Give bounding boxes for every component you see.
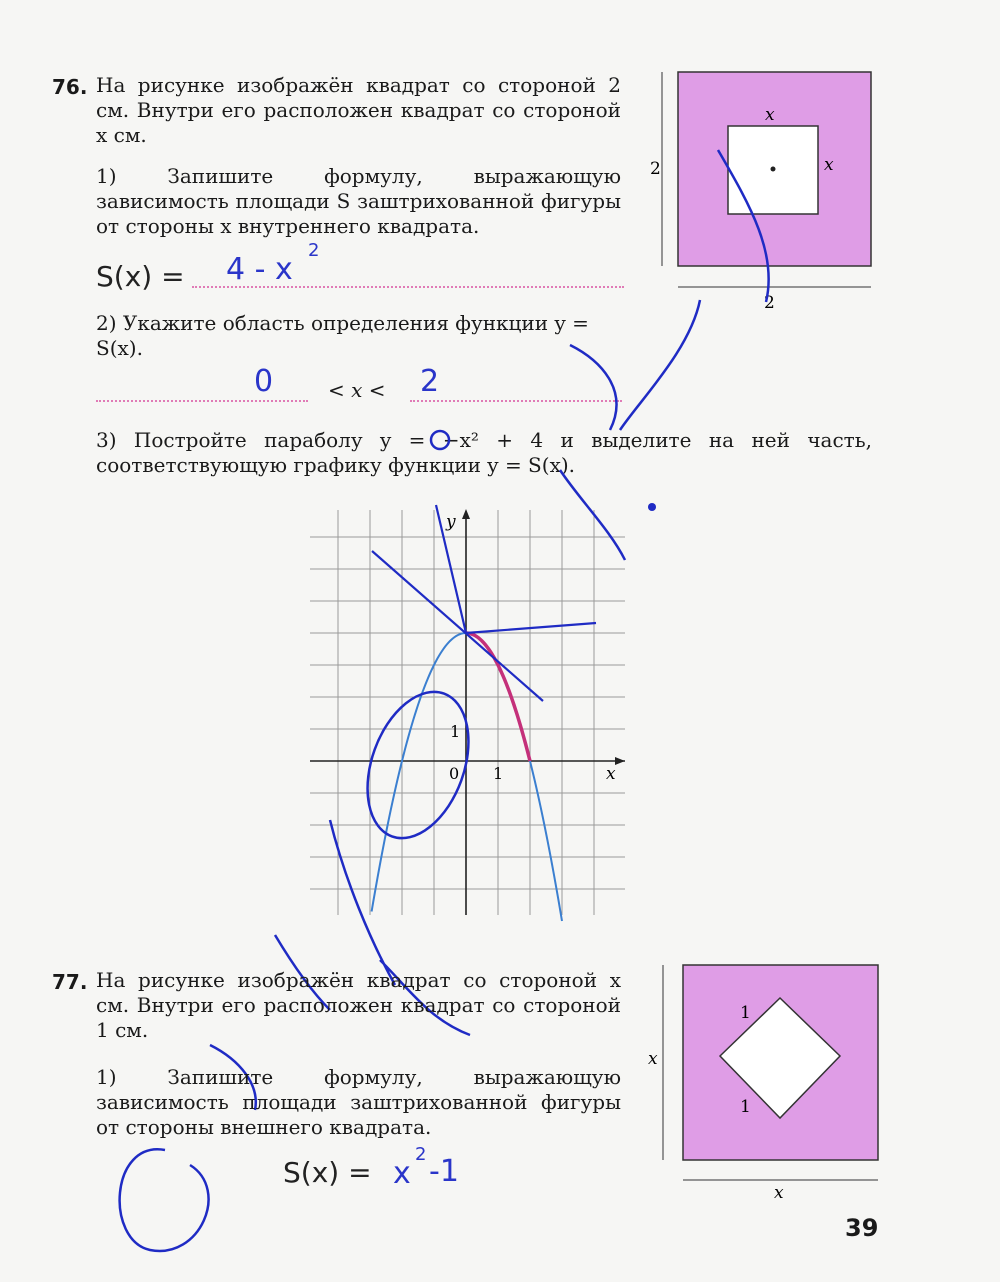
task76-answer-1 <box>96 240 626 293</box>
formula-label: S(x) = <box>96 260 185 293</box>
center-dot <box>771 167 776 172</box>
task77-answer-1 <box>283 1144 583 1191</box>
tangent-line-2 <box>466 623 596 633</box>
page-number: 39 <box>845 1214 879 1242</box>
task76-number: 76. <box>52 75 88 99</box>
handwritten-exponent-77: 2 <box>415 1144 427 1165</box>
side-left-label-77: x <box>648 1049 658 1069</box>
task76-intro: На рисунке изображён квадрат со стороной 2 см. Внутри его расположен квадрат со стороной x см. <box>96 73 621 147</box>
handwritten-answer: 4 - x <box>226 252 293 287</box>
outer-side-label: 2 <box>650 159 661 179</box>
y-axis-arrow <box>462 509 470 519</box>
x-axis-label: x <box>606 764 616 784</box>
side-bottom-label-77: x <box>774 1183 784 1203</box>
grid-lines <box>310 510 625 915</box>
inner-top-label: x <box>765 105 775 125</box>
task76-answer-2 <box>96 366 626 406</box>
task77-figure <box>640 958 890 1203</box>
origin-label: 0 <box>449 764 460 783</box>
handwritten-answer-77: x <box>393 1156 411 1191</box>
formula-label-77: S(x) = <box>283 1156 372 1189</box>
task76-figure <box>638 62 883 313</box>
handwritten-domain-right: 2 <box>420 364 440 399</box>
inner-bottom-label-77: 1 <box>740 1097 751 1117</box>
task77-question-1: 1) Запишите формулу, выражающую зависимость площади заштрихованной фигуры от стороны внешнего квадрата. <box>96 1065 621 1139</box>
inner-top-label-77: 1 <box>740 1003 751 1023</box>
handwritten-domain-left: 0 <box>254 364 274 399</box>
handwritten-rest-77: -1 <box>429 1154 459 1189</box>
domain-inequality: < x < <box>328 378 386 402</box>
y-tick-label: 1 <box>450 722 461 741</box>
answer-line-right <box>410 400 622 402</box>
task76-question-3: 3) Постройте параболу y = −x² + 4 и выделите на ней часть, соответствующую графику функции y = S(x). <box>96 428 872 477</box>
y-axis-label: y <box>446 512 456 532</box>
task77-intro: На рисунке изображён квадрат со стороной x см. Внутри его расположен квадрат со стороной 1 см. <box>96 968 621 1042</box>
x-axis-arrow <box>615 757 625 765</box>
coordinate-grid <box>300 505 630 920</box>
x-tick-label: 1 <box>493 764 504 783</box>
task76-question-1: 1) Запишите формулу, выражающую зависимость площади S заштрихованной фигуры от стороны x внутреннего квадрата. <box>96 164 621 238</box>
tangent-line-1 <box>372 551 543 701</box>
inner-right-label: x <box>824 155 834 175</box>
handwritten-exponent: 2 <box>308 240 320 261</box>
answer-line-left <box>96 400 308 402</box>
task77-number: 77. <box>52 970 88 994</box>
outer-bottom-label: 2 <box>764 293 775 313</box>
task76-question-2: 2) Укажите область определения функции y = S(x). <box>96 311 589 360</box>
